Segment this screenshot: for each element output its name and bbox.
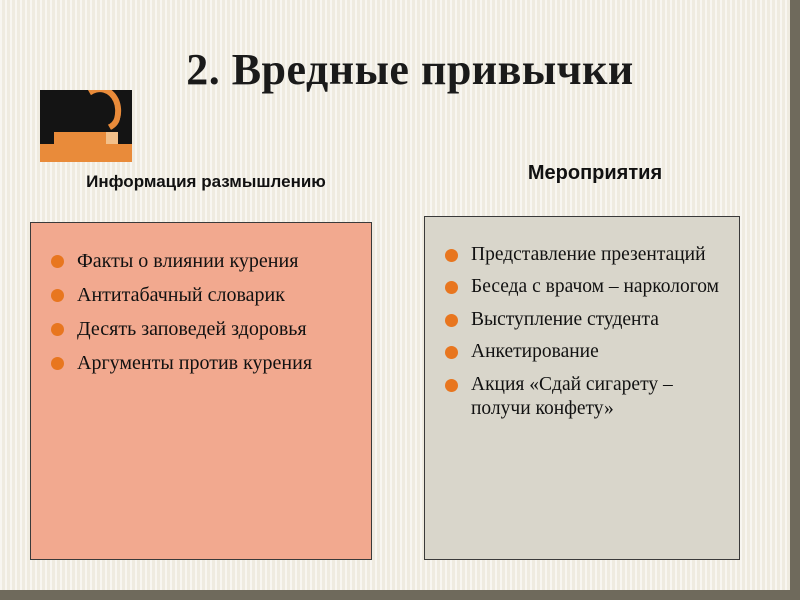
- bullet-dot-icon: [445, 346, 458, 359]
- bullet-dot-icon: [51, 357, 64, 370]
- list-item: [49, 283, 353, 308]
- bullet-dot-icon: [445, 249, 458, 262]
- right-column-heading: Мероприятия: [527, 162, 663, 184]
- list-item-label: Антитабачный словарик: [77, 284, 285, 306]
- list-item: [443, 373, 721, 422]
- page-title: 2. Вредные привычки: [186, 45, 634, 94]
- bullet-dot-icon: [51, 289, 64, 302]
- list-item-label: Анкетирование: [471, 341, 599, 363]
- list-item: [443, 275, 721, 299]
- bullet-dot-icon: [445, 281, 458, 294]
- slide-bottom-border: [0, 590, 800, 600]
- left-content-panel: [30, 222, 372, 560]
- list-item-label: Акция «Сдай сигарету – получи конфету»: [471, 373, 673, 419]
- right-content-panel: [424, 216, 740, 560]
- list-item: [49, 249, 353, 274]
- right-bullet-list: [443, 243, 721, 421]
- left-column-heading: Информация размышлению: [86, 172, 326, 191]
- list-item-label: Десять заповедей здоровья: [77, 318, 307, 340]
- list-item: [443, 340, 721, 364]
- list-item: [443, 243, 721, 267]
- left-bullet-list: [49, 249, 353, 376]
- cigarette-tip-shape: [106, 132, 118, 144]
- list-item-label: Факты о влиянии курения: [77, 250, 299, 272]
- list-item-label: Выступление студента: [471, 308, 659, 330]
- bullet-dot-icon: [51, 255, 64, 268]
- list-item-label: Аргументы против курения: [77, 352, 313, 374]
- list-item: [49, 317, 353, 342]
- smoke-swirl-shape: [71, 90, 127, 137]
- list-item: [49, 351, 353, 376]
- no-smoking-cigarette-icon: [40, 90, 132, 162]
- bullet-dot-icon: [445, 379, 458, 392]
- list-item: [443, 308, 721, 332]
- bullet-dot-icon: [51, 323, 64, 336]
- list-item-label: Представление презентаций: [471, 244, 706, 265]
- bullet-dot-icon: [445, 314, 458, 327]
- list-item-label: Беседа с врачом – наркологом: [471, 276, 719, 298]
- slide-right-border: [790, 0, 800, 600]
- logo-base-shape: [40, 144, 132, 162]
